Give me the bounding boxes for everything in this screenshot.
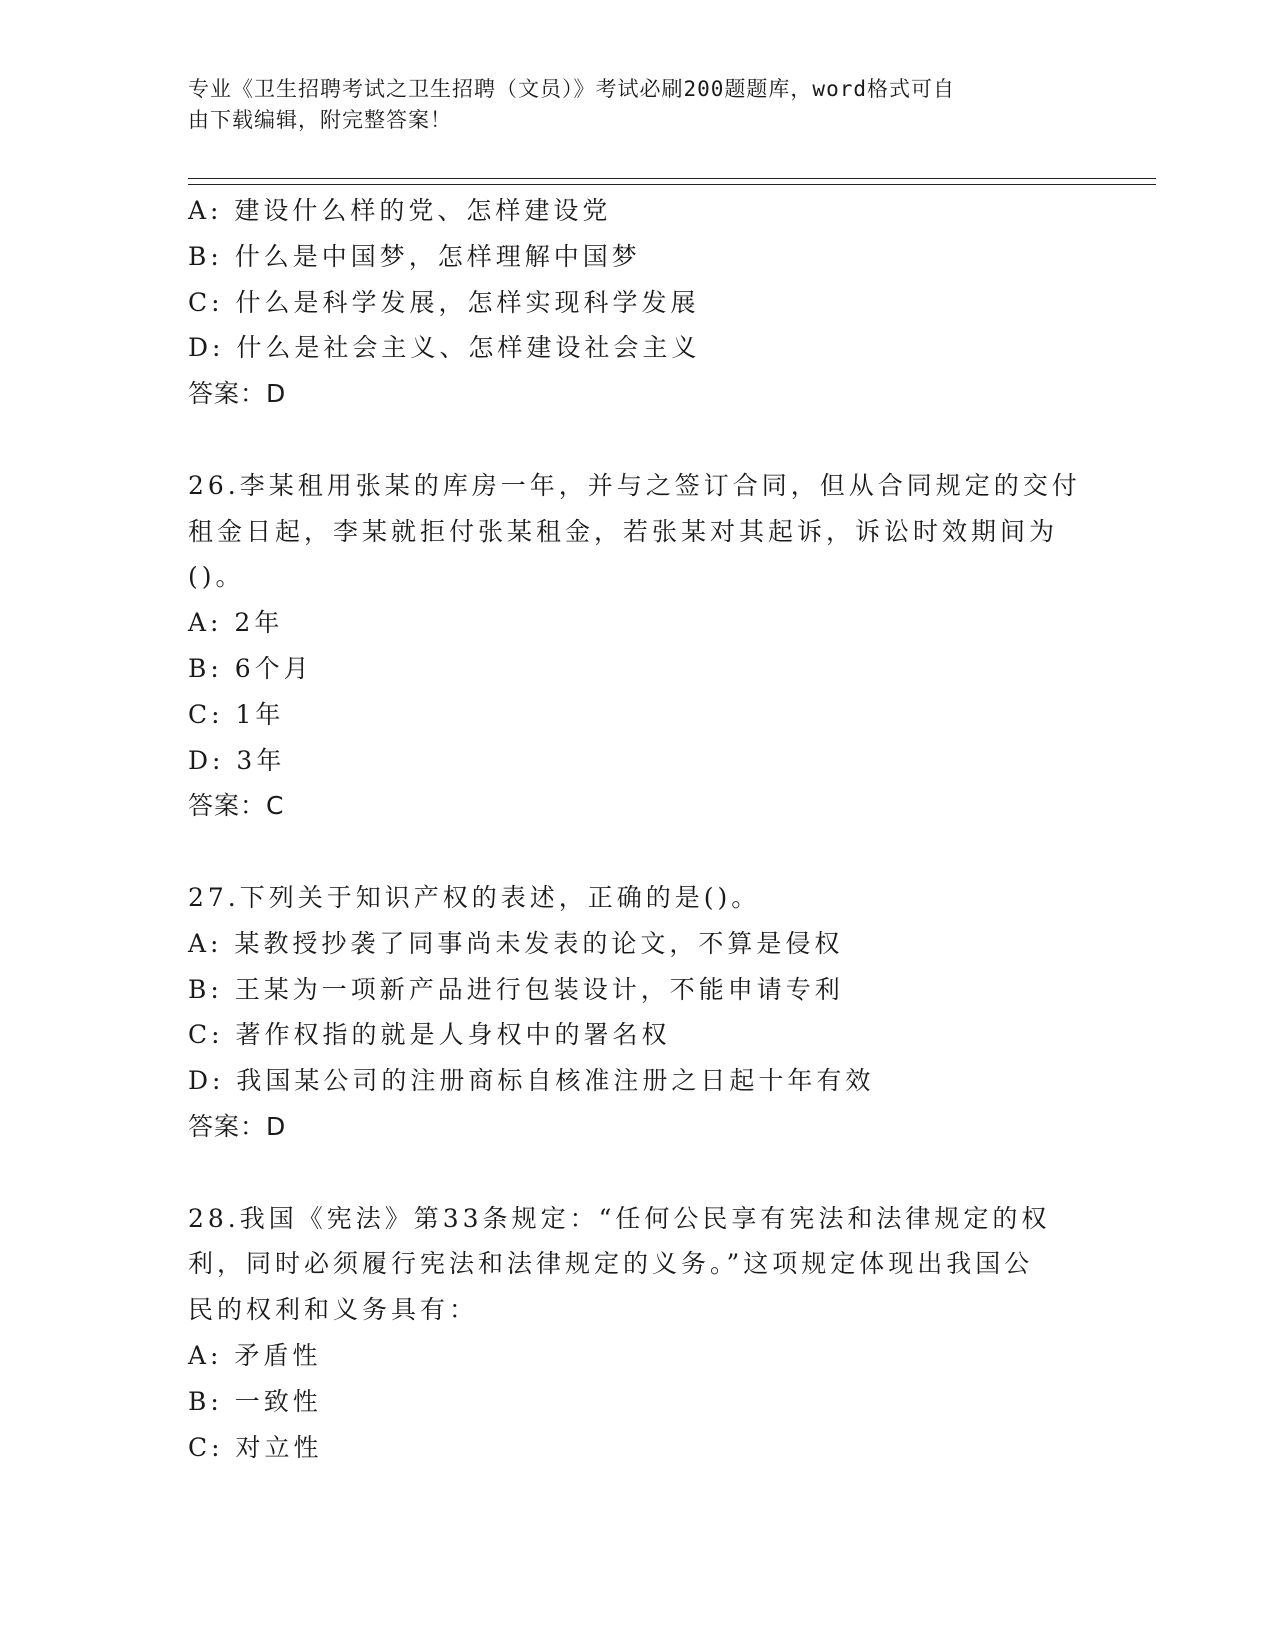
answer: 答案：D [188, 1111, 287, 1141]
header-line-2: 由下载编辑，附完整答案！ [188, 108, 452, 132]
question-25 [188, 188, 1088, 417]
question-stem-line-1: 26.李某租用张某的库房一年，并与之签订合同，但从合同规定的交付 [188, 470, 1081, 500]
option-b: B: 6个月 [188, 653, 313, 683]
header-rule-top [188, 178, 1156, 179]
answer: 答案：C [188, 791, 285, 821]
question-stem-line-2: 利，同时必须履行宪法和法律规定的义务。”这项规定体现出我国公 [188, 1249, 1034, 1279]
question-28 [188, 1196, 1088, 1471]
option-d: D: 什么是社会主义、怎样建设社会主义 [188, 333, 701, 363]
document-header [188, 74, 1068, 136]
question-26 [188, 463, 1088, 829]
question-stem-line-3: ()。 [188, 562, 245, 592]
option-a: A: 建设什么样的党、怎样建设党 [188, 196, 612, 225]
option-c: C: 什么是科学发展，怎样实现科学发展 [188, 287, 700, 317]
option-a: A: 某教授抄袭了同事尚未发表的论文，不算是侵权 [188, 928, 844, 958]
question-stem-line-2: 租金日起，李某就拒付张某租金，若张某对其起诉，诉讼时效期间为 [188, 516, 1059, 546]
option-b: B: 什么是中国梦，怎样理解中国梦 [188, 241, 641, 271]
option-b: B: 一致性 [188, 1386, 322, 1416]
header-line-1: 专业《卫生招聘考试之卫生招聘（文员）》考试必刷200题题库，word格式可自 [188, 77, 955, 101]
question-stem-line-1: 28.我国《宪法》第33条规定：“任何公民享有宪法和法律规定的权 [188, 1203, 1051, 1233]
question-27 [188, 875, 1088, 1150]
option-a: A: 2年 [188, 608, 284, 638]
spacer [188, 829, 1088, 875]
option-b: B: 王某为一项新产品进行包装设计，不能申请专利 [188, 974, 844, 1004]
question-content [188, 188, 1088, 1470]
option-d: D: 3年 [188, 745, 286, 775]
option-a: A: 矛盾性 [188, 1340, 322, 1370]
spacer [188, 417, 1088, 463]
option-c: C: 著作权指的就是人身权中的署名权 [188, 1020, 671, 1050]
answer: 答案：D [188, 379, 287, 409]
option-d: D: 我国某公司的注册商标自核准注册之日起十年有效 [188, 1066, 875, 1096]
question-stem-line-3: 民的权利和义务具有： [188, 1295, 479, 1325]
question-stem-line-1: 27.下列关于知识产权的表述，正确的是()。 [188, 882, 761, 912]
spacer [188, 1150, 1088, 1196]
option-c: C: 1年 [188, 699, 285, 729]
header-rule-bottom [188, 184, 1156, 185]
option-c: C: 对立性 [188, 1432, 323, 1462]
